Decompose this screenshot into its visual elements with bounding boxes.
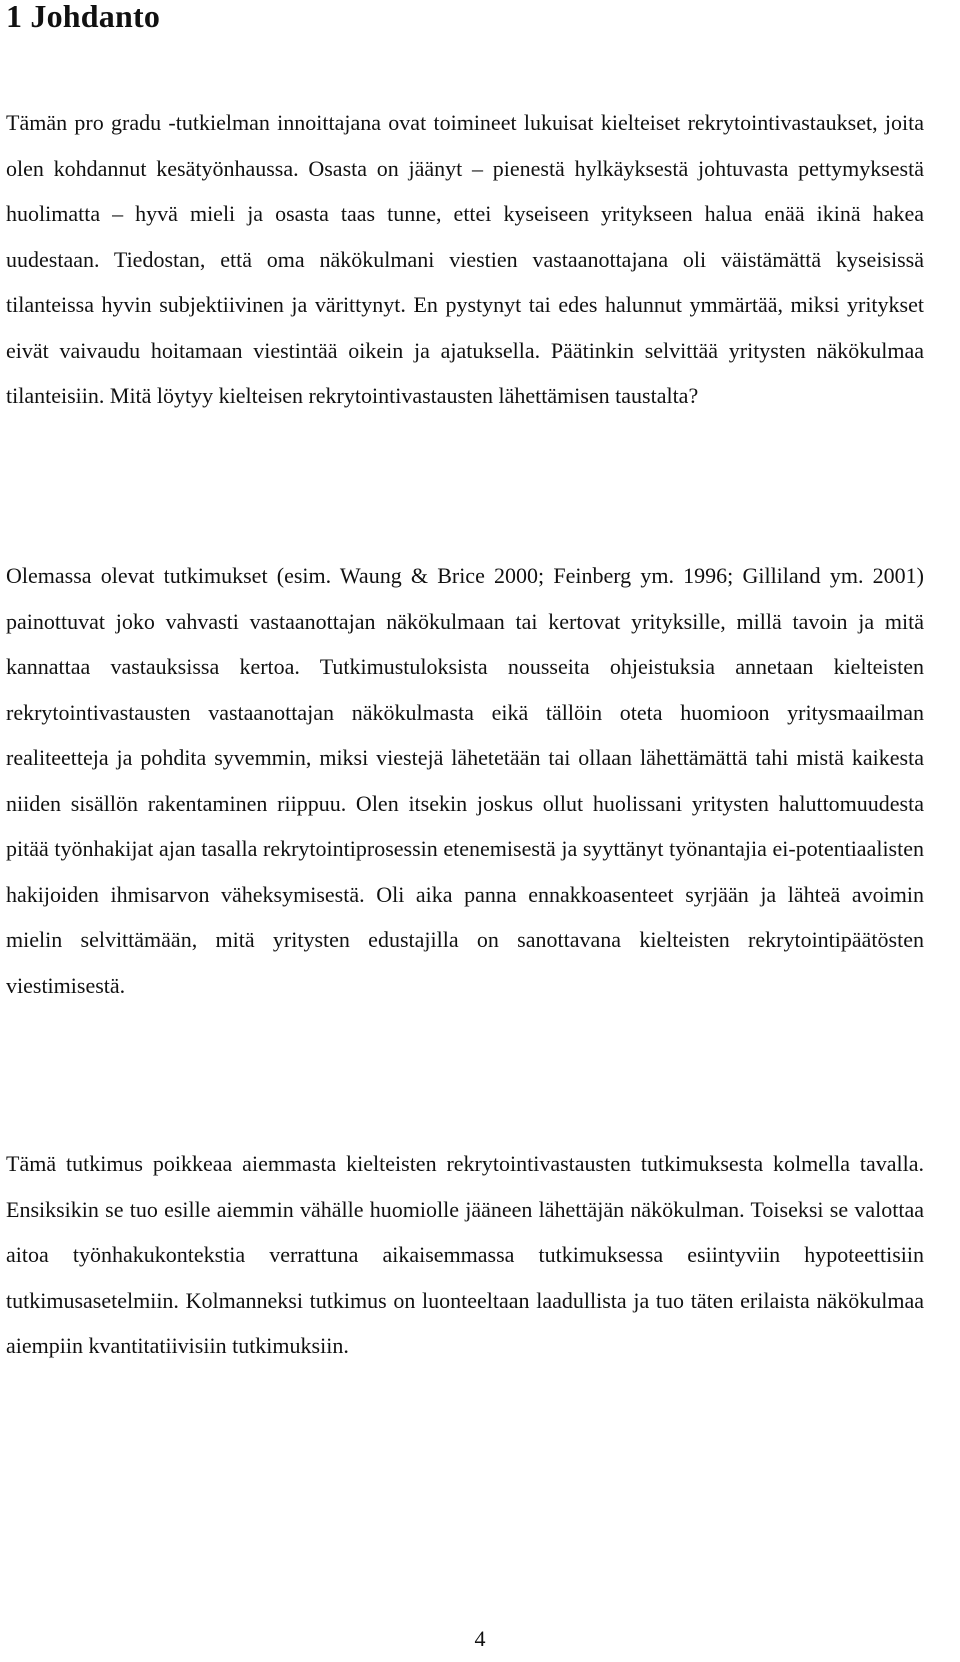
- paragraph-3: Tämä tutkimus poikkeaa aiemmasta kielteisten rekrytointivastausten tutkimuksesta kolmella tavalla. Ensiksikin se tuo esille aiemmin vähälle huomiolle jääneen lähettäjän näkökulman. Toiseksi se valottaa aitoa työnhakukontekstia verrattuna aikaisemmassa tutkimuksessa esiintyviin hypoteettisiin tutkimusasetelmiin. Kolmanneksi tutkimus on luonteeltaan laadullista ja tuo täten erilaista näkökulmaa aiempiin kvantitatiivisiin tutkimuksiin.: [6, 1151, 924, 1358]
- chapter-heading: 1 Johdanto: [6, 0, 161, 34]
- paragraph-1: Tämän pro gradu -tutkielman innoittajana ovat toimineet lukuisat kielteiset rekrytointivastaukset, joita olen kohdannut kesätyönhaussa. Osasta on jäänyt – pienestä hylkäyksestä johtuvasta pettymyksestä huolimatta – hyvä mieli ja osasta taas tunne, ettei kyseiseen yritykseen halua enää ikinä hakea uudestaan. Tiedostan, että oma näkökulmani viestien vastaanottajana oli väistämättä kyseisissä tilanteissa hyvin subjektiivinen ja värittynyt. En pystynyt tai edes halunnut ymmärtää, miksi yritykset eivät vaivaudu hoitamaan viestintää oikein ja ajatuksella. Päätinkin selvittää yritysten näkökulmaa tilanteisiin. Mitä löytyy kielteisen rekrytointivastausten lähettämisen taustalta?: [6, 110, 924, 408]
- paragraph-2: Olemassa olevat tutkimukset (esim. Waung & Brice 2000; Feinberg ym. 1996; Gilliland ym. 2001) painottuvat joko vahvasti vastaanottajan näkökulmaan tai kertovat yrityksille, millä tavoin ja mitä kannattaa vastauksissa kertoa. Tutkimustuloksista nousseita ohjeistuksia annetaan kielteisten rekrytointivastausten vastaanottajan näkökulmasta eikä tällöin oteta huomioon yritysmaailman realiteetteja ja pohdita syvemmin, miksi viestejä lähetetään tai ollaan lähettämättä tahi mistä kaikesta niiden sisällön rakentaminen riippuu. Olen itsekin joskus ollut huolissani yritysten haluttomuudesta pitää työnhakijat ajan tasalla rekrytointiprosessin etenemisestä ja syyttänyt työnantajia ei-potentiaalisten hakijoiden ihmisarvon väheksymisestä. Oli aika panna ennakkoasenteet syrjään ja lähteä avoimin mielin selvittämään, mitä yritysten edustajilla on sanottavana kielteisten rekrytointipäätösten viestimisestä.: [6, 563, 924, 998]
- page-number: 4: [474, 1626, 486, 1651]
